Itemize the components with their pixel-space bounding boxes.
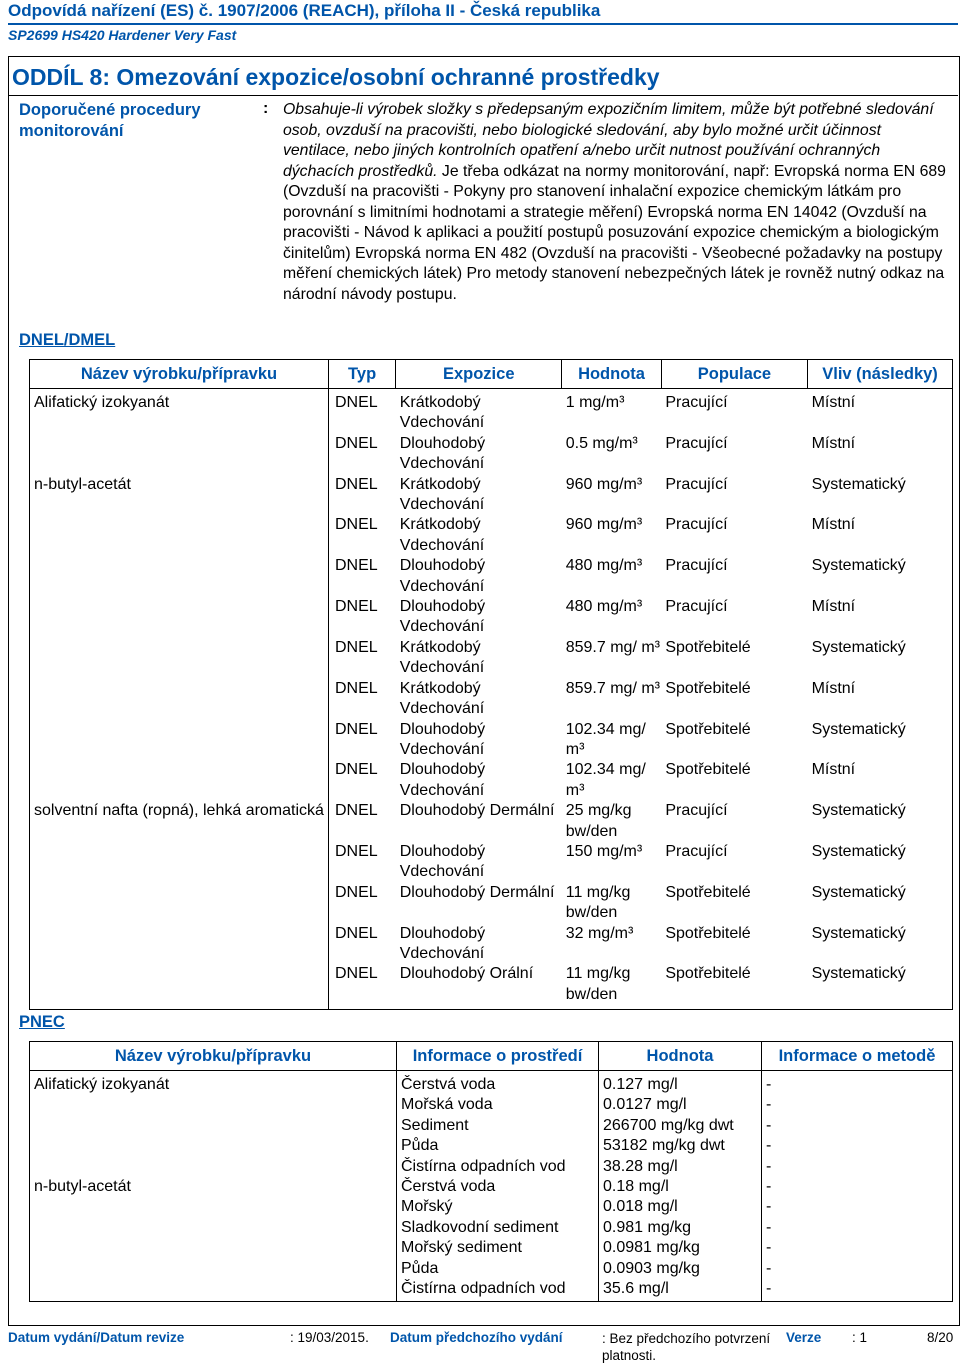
pnec-env-cell: Čistírna odpadních vod: [397, 1157, 599, 1177]
dnel-population-cell: Spotřebitelé: [665, 679, 751, 697]
dnel-effect-cell: Místní: [808, 679, 953, 720]
dnel-type-cell: DNEL: [334, 434, 378, 452]
dnel-value-cell: 32 mg/m³: [565, 924, 634, 942]
table-row: [30, 1259, 953, 1279]
pnec-label: PNEC: [19, 1013, 65, 1031]
dnel-product-cell: [30, 597, 329, 638]
table-row: [30, 801, 953, 842]
dnel-type-cell: DNEL: [334, 924, 378, 942]
dnel-exposure-cell: Krátkodobý Vdechování: [399, 394, 485, 432]
pnec-value-cell: 0.0127 mg/l: [599, 1095, 762, 1115]
dnel-value-cell: 859.7 mg/ m³: [565, 638, 660, 656]
dnel-exposure-cell: Dlouhodobý Vdechování: [399, 720, 486, 758]
pnec-value-cell: 266700 mg/kg dwt: [599, 1116, 762, 1136]
pnec-method-cell: -: [762, 1259, 953, 1279]
dnel-value-cell: 11 mg/kg bw/den: [565, 883, 631, 922]
monitoring-text: [283, 100, 951, 305]
dnel-value-cell: 102.34 mg/ m³: [565, 761, 646, 799]
table-row: [30, 883, 953, 924]
table-row: [30, 1197, 953, 1217]
footer-version-value: : 1: [852, 1330, 868, 1345]
pnec-method-cell: -: [762, 1116, 953, 1136]
pnec-value-cell: 0.0903 mg/kg: [599, 1259, 762, 1279]
dnel-exposure-cell: Dlouhodobý Vdechování: [399, 924, 486, 962]
dnel-header-population: Populace: [661, 360, 807, 389]
dnel-header-product: Název výrobku/přípravku: [30, 360, 329, 389]
pnec-env-cell: Půda: [397, 1136, 599, 1156]
table-row: [30, 720, 953, 761]
dnel-type-cell: DNEL: [328, 964, 395, 1009]
dnel-exposure-cell: Dlouhodobý Vdechování: [399, 434, 486, 473]
table-row: [30, 389, 953, 434]
pnec-value-cell: 0.018 mg/l: [599, 1197, 762, 1217]
dnel-effect-cell: Místní: [808, 597, 953, 638]
pnec-env-cell: Čistírna odpadních vod: [397, 1279, 599, 1302]
dnel-header-row: [30, 360, 953, 389]
footer-page-number: 8/20: [927, 1330, 954, 1345]
dnel-type-cell: DNEL: [334, 598, 378, 616]
dnel-type-cell: DNEL: [334, 679, 378, 697]
dnel-product-cell: [30, 434, 329, 475]
table-row: [30, 556, 953, 597]
dnel-type-cell: DNEL: [334, 557, 378, 575]
table-row: [30, 434, 953, 475]
dnel-exposure-cell: Krátkodobý Vdechování: [399, 638, 485, 677]
dnel-label: DNEL/DMEL: [19, 331, 116, 349]
dnel-type-cell: DNEL: [334, 475, 378, 493]
table-row: [30, 842, 953, 883]
pnec-product-cell: [30, 1157, 397, 1177]
table-row: [30, 679, 953, 720]
dnel-product-cell: Alifatický izokyanát: [30, 389, 329, 434]
dnel-type-cell: DNEL: [334, 802, 378, 820]
pnec-product-cell: [30, 1116, 397, 1136]
pnec-value-cell: 0.981 mg/kg: [599, 1218, 762, 1238]
dnel-product-cell: [30, 760, 329, 801]
pnec-env-cell: Čerstvá voda: [397, 1071, 599, 1096]
dnel-value-cell: 480 mg/m³: [565, 598, 643, 616]
table-row: [30, 1095, 953, 1115]
dnel-population-cell: Spotřebitelé: [661, 964, 807, 1009]
pnec-product-cell: n-butyl-acetát: [30, 1177, 397, 1197]
table-row: [30, 475, 953, 516]
pnec-product-cell: [30, 1238, 397, 1258]
dnel-product-cell: [30, 679, 329, 720]
pnec-env-cell: Půda: [397, 1259, 599, 1279]
dnel-type-cell: DNEL: [334, 516, 378, 534]
pnec-method-cell: -: [762, 1136, 953, 1156]
pnec-env-cell: Sladkovodní sediment: [397, 1218, 599, 1238]
dnel-header-exposure: Expozice: [396, 360, 562, 389]
table-row: [30, 1116, 953, 1136]
dnel-value-cell: 480 mg/m³: [565, 557, 643, 575]
dnel-value-cell: 960 mg/m³: [565, 516, 643, 534]
dnel-exposure-cell: Dlouhodobý Dermální: [399, 883, 555, 901]
table-row: [30, 597, 953, 638]
pnec-method-cell: -: [762, 1071, 953, 1096]
pnec-value-cell: 35.6 mg/l: [599, 1279, 762, 1302]
table-row: [30, 1136, 953, 1156]
table-row: [30, 1238, 953, 1258]
dnel-product-cell: [30, 842, 329, 883]
pnec-value-cell: 0.0981 mg/kg: [599, 1238, 762, 1258]
pnec-product-cell: [30, 1259, 397, 1279]
dnel-population-cell: Pracující: [665, 475, 728, 493]
dnel-type-cell: DNEL: [334, 720, 378, 738]
dnel-exposure-cell: Dlouhodobý Vdechování: [399, 761, 486, 799]
dnel-product-cell: [30, 883, 329, 924]
dnel-exposure-cell: Krátkodobý Vdechování: [399, 475, 485, 514]
dnel-header-effect: Vliv (následky): [808, 360, 953, 389]
dnel-product-cell: [30, 638, 329, 679]
pnec-header-env: Informace o prostředí: [397, 1042, 599, 1071]
dnel-value-cell: 25 mg/kg bw/den: [565, 802, 632, 840]
dnel-population-cell: Spotřebitelé: [665, 761, 751, 779]
dnel-effect-cell: Systematický: [808, 924, 953, 965]
dnel-type-cell: DNEL: [334, 842, 378, 860]
dnel-population-cell: Pracující: [665, 557, 728, 575]
table-row: [30, 1279, 953, 1302]
dnel-product-cell: [30, 720, 329, 761]
dnel-value-cell: 0.5 mg/m³: [565, 434, 638, 452]
table-row: [30, 1157, 953, 1177]
dnel-population-cell: Pracující: [665, 802, 728, 820]
monitoring-text-italic: Obsahuje-li výrobek složky s předepsaným expozičním limitem, může být potřebné sledování osob, ovzduší na pracovišti, nebo biologické sledování, aby bylo možné určit účinnost ventilace, nebo jiných kontrolních opatření a/nebo určit nutnost používání ochranných dýchacích prostředků.: [283, 101, 934, 180]
table-row: [30, 924, 953, 965]
pnec-header-value: Hodnota: [599, 1042, 762, 1071]
dnel-effect-cell: Systematický: [808, 964, 953, 1009]
product-name: SP2699 HS420 Hardener Very Fast: [8, 27, 237, 43]
dnel-population-cell: Pracující: [665, 394, 728, 411]
pnec-method-cell: -: [762, 1218, 953, 1238]
monitoring-text-normal: Je třeba odkázat na normy monitorování, např: Evropská norma EN 689 (Ovzduší na pracovišti - Pokyny pro stanovení inhalační expozice chemickým látkám pro porovnání s limitními hodnotami a strategie měření) Evropská norma EN 14042 (Ovzduší na pracovišti - Návod k aplikaci a použití postupů posuzování expozice chemickým a biologickým činitelům) Evropská norma EN 482 (Ovzduší na pracovišti - Všeobecné požadavky na postupy měření chemických látek) Pro metody stanovení nebezpečných látek je rovněž nutný odkaz na národní návody postupu.: [283, 162, 946, 303]
footer-prev-label: Datum předchozího vydání: [390, 1330, 563, 1345]
dnel-population-cell: Spotřebitelé: [665, 883, 751, 901]
dnel-value-cell: 960 mg/m³: [565, 475, 643, 493]
dnel-effect-cell: Systematický: [808, 842, 953, 883]
dnel-population-cell: Pracující: [665, 842, 728, 860]
table-row: [30, 1177, 953, 1197]
dnel-effect-cell: Systematický: [808, 801, 953, 842]
dnel-effect-cell: Systematický: [808, 720, 953, 761]
pnec-method-cell: -: [762, 1197, 953, 1217]
monitoring-label: Doporučené procedury monitorování: [19, 101, 201, 140]
footer-issue-label: Datum vydání/Datum revize: [8, 1330, 185, 1345]
dnel-effect-cell: Místní: [808, 760, 953, 801]
dnel-effect-cell: Systematický: [808, 883, 953, 924]
dnel-product-cell: [30, 556, 329, 597]
dnel-product-cell: [30, 964, 329, 1009]
pnec-product-cell: [30, 1197, 397, 1217]
pnec-method-cell: -: [762, 1095, 953, 1115]
dnel-product-cell: [30, 924, 329, 965]
pnec-value-cell: 0.18 mg/l: [599, 1177, 762, 1197]
pnec-header-method: Informace o metodě: [762, 1042, 953, 1071]
dnel-exposure-cell: Dlouhodobý Vdechování: [399, 598, 486, 636]
dnel-value-cell: 859.7 mg/ m³: [565, 679, 660, 697]
dnel-effect-cell: Systematický: [808, 638, 953, 679]
dnel-product-cell: [30, 515, 329, 556]
pnec-value-cell: 38.28 mg/l: [599, 1157, 762, 1177]
dnel-effect-cell: Místní: [808, 515, 953, 556]
pnec-product-cell: Alifatický izokyanát: [30, 1071, 397, 1096]
dnel-population-cell: Pracující: [665, 516, 728, 534]
dnel-effect-cell: Místní: [808, 389, 953, 434]
dnel-effect-cell: Systematický: [808, 556, 953, 597]
dnel-exposure-cell: Dlouhodobý Vdechování: [399, 557, 486, 595]
table-row: [30, 515, 953, 556]
pnec-method-cell: -: [762, 1279, 953, 1302]
dnel-value-cell: 1 mg/m³: [565, 394, 625, 411]
pnec-product-cell: [30, 1095, 397, 1115]
table-row: [30, 1071, 953, 1096]
footer-prev-value: : Bez předchozího potvrzení platnosti.: [602, 1331, 771, 1363]
pnec-product-cell: [30, 1136, 397, 1156]
footer-issue-value: : 19/03/2015.: [290, 1330, 369, 1345]
pnec-env-cell: Mořský: [397, 1197, 599, 1217]
dnel-product-cell: n-butyl-acetát: [30, 475, 329, 516]
pnec-env-cell: Mořský sediment: [397, 1238, 599, 1258]
dnel-exposure-cell: Dlouhodobý Dermální: [399, 802, 555, 820]
pnec-header-row: [30, 1042, 953, 1071]
section-divider: [9, 95, 958, 96]
dnel-type-cell: DNEL: [334, 761, 378, 779]
pnec-product-cell: [30, 1218, 397, 1238]
section-title: ODDÍL 8: Omezování expozice/osobní ochranné prostředky: [12, 64, 660, 90]
dnel-type-cell: DNEL: [334, 394, 378, 411]
dnel-product-cell: solventní nafta (ropná), lehká aromatická: [30, 801, 329, 842]
pnec-value-cell: 0.127 mg/l: [599, 1071, 762, 1096]
dnel-population-cell: Spotřebitelé: [665, 924, 751, 942]
pnec-method-cell: -: [762, 1177, 953, 1197]
pnec-method-cell: -: [762, 1238, 953, 1258]
dnel-type-cell: DNEL: [334, 883, 378, 901]
dnel-effect-cell: Místní: [808, 434, 953, 475]
dnel-exposure-cell: Dlouhodobý Orální: [396, 964, 562, 1009]
footer-version-label: Verze: [786, 1330, 822, 1345]
dnel-population-cell: Pracující: [665, 434, 728, 452]
table-row: [30, 964, 953, 1009]
dnel-value-cell: 102.34 mg/ m³: [565, 720, 646, 758]
dnel-population-cell: Pracující: [665, 598, 728, 616]
dnel-population-cell: Spotřebitelé: [665, 720, 751, 738]
dnel-table: [29, 359, 953, 1010]
pnec-product-cell: [30, 1279, 397, 1302]
table-row: [30, 1218, 953, 1238]
pnec-env-cell: Čerstvá voda: [397, 1177, 599, 1197]
table-row: [30, 638, 953, 679]
dnel-exposure-cell: Krátkodobý Vdechování: [399, 679, 485, 718]
pnec-method-cell: -: [762, 1157, 953, 1177]
pnec-env-cell: Sediment: [397, 1116, 599, 1136]
dnel-exposure-cell: Krátkodobý Vdechování: [399, 516, 485, 554]
dnel-value-cell: 11 mg/kg bw/den: [562, 964, 662, 1009]
dnel-effect-cell: Systematický: [808, 475, 953, 516]
document-header-title: Odpovídá nařízení (ES) č. 1907/2006 (REACH), příloha II - Česká republika: [8, 1, 958, 25]
dnel-population-cell: Spotřebitelé: [665, 638, 751, 656]
dnel-value-cell: 150 mg/m³: [565, 842, 643, 860]
dnel-header-type: Typ: [328, 360, 395, 389]
dnel-type-cell: DNEL: [334, 638, 378, 656]
dnel-exposure-cell: Dlouhodobý Vdechování: [399, 842, 486, 881]
dnel-header-value: Hodnota: [562, 360, 662, 389]
pnec-value-cell: 53182 mg/kg dwt: [599, 1136, 762, 1156]
pnec-env-cell: Mořská voda: [397, 1095, 599, 1115]
table-row: [30, 760, 953, 801]
monitoring-colon: :: [263, 100, 269, 117]
pnec-header-product: Název výrobku/přípravku: [30, 1042, 397, 1071]
pnec-table: [29, 1041, 953, 1302]
